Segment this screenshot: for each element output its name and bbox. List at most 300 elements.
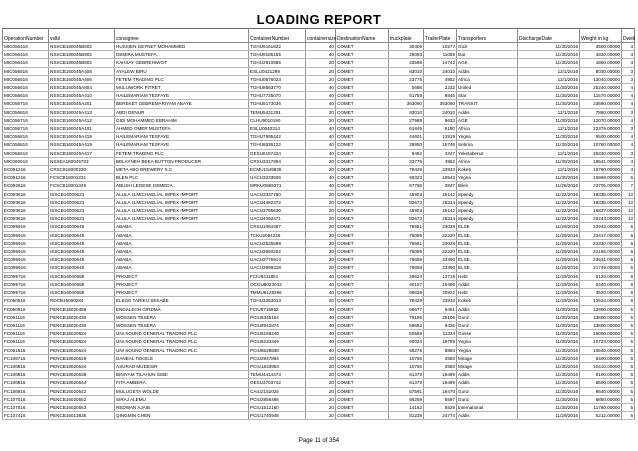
cell-weight: 6212.00000 [580, 412, 622, 420]
cell-weight: 9500.00000 [580, 133, 622, 141]
cell-container-size: 20 [306, 231, 336, 239]
cell-transporters: Addis [457, 67, 518, 75]
cell-truck-plate: 61845 [389, 125, 424, 133]
table-row [3, 231, 635, 239]
cell-operation-number: MIC056716 [3, 116, 49, 124]
cell-operation-number: FC061116 [3, 338, 49, 346]
cell-truck-plate: 76551 [389, 223, 424, 231]
cell-discharge-date: 11/29/2016 [518, 256, 580, 264]
cell-destination-name: COMET [336, 190, 389, 198]
table-row [3, 289, 635, 297]
cell-discharge-date: 11/30/2016 [518, 338, 580, 346]
table-row [3, 100, 635, 108]
cell-container-size: 40 [306, 338, 336, 346]
cell-operation-number: EC095916 [3, 223, 49, 231]
cell-vslbl: ISSCB16000645 [49, 248, 115, 256]
cell-consignee: ABDI DENUR [115, 108, 249, 116]
cell-vslbl: NSSCB160045A101 [49, 125, 115, 133]
table-header-row [3, 29, 635, 43]
cell-consignee: PROJECT [115, 272, 249, 280]
cell-operation-number: EC095716 [3, 280, 49, 288]
cell-dwell: 5 [622, 313, 635, 321]
header-weight: Weight in kg [580, 29, 622, 43]
cell-dwell: 4 [622, 133, 635, 141]
cell-container-number: PCIU8942874 [249, 321, 306, 329]
cell-container-number: TGHU2910985 [249, 59, 306, 67]
cell-transporters: Bilen [457, 182, 518, 190]
header-container-size: containersize [306, 29, 336, 43]
cell-discharge-date: 11/30/2016 [518, 305, 580, 313]
cell-weight: 23417.00000 [580, 231, 622, 239]
cell-trailer-plate: 6451 [424, 305, 457, 313]
table-row [3, 362, 635, 370]
cell-trailer-plate: 5529 [424, 403, 457, 411]
cell-discharge-date: 11/29/2016 [518, 280, 580, 288]
cell-operation-number: FC107416 [3, 412, 49, 420]
cell-transporters: Addis [457, 305, 518, 313]
cell-destination-name: COMET [336, 387, 389, 395]
cell-container-number: PCIU2947884 [249, 354, 306, 362]
cell-container-number: TGHU6161822 [249, 43, 306, 51]
cell-container-number: MRKU0669371 [249, 182, 306, 190]
cell-consignee: BELAYNEH BEKA BUTTON PRODUCER [115, 157, 249, 165]
cell-weight: 10410.00000 [580, 362, 622, 370]
cell-vslbl: ISSCB16000645 [49, 256, 115, 264]
cell-container-number: TGHU7725070 [249, 92, 306, 100]
cell-operation-number: FC107016 [3, 395, 49, 403]
cell-weight: 5125.00000 [580, 272, 622, 280]
cell-container-number: CLHU9010190 [249, 116, 306, 124]
cell-trailer-plate: 22230 [424, 248, 457, 256]
header-consignee: consignee [115, 29, 249, 43]
cell-discharge-date: 11/30/2016 [518, 43, 580, 51]
table-row [3, 84, 635, 92]
header-destination-name: DestinationName [336, 29, 389, 43]
cell-trailer-plate: 25106 [424, 313, 457, 321]
cell-trailer-plate: 22230 [424, 231, 457, 239]
cell-dwell: 5 [622, 362, 635, 370]
cell-trailer-plate: 10277 [424, 43, 457, 51]
cell-container-size: 40 [306, 289, 336, 297]
cell-dwell: 13 [622, 215, 635, 223]
cell-truck-plate: 82673 [389, 198, 424, 206]
header-discharge-date: DischargeDate [518, 29, 580, 43]
cell-vslbl: NSSCB160045B802 [49, 59, 115, 67]
cell-container-number: UACU3233506 [249, 174, 306, 182]
cell-destination-name: COMET [336, 239, 389, 247]
cell-weight: 8100.00000 [580, 371, 622, 379]
cell-operation-number: EC093616 [3, 215, 49, 223]
cell-destination-name: COMET [336, 321, 389, 329]
cell-consignee: WOSSEN TESERA [115, 321, 249, 329]
cell-consignee: ALULA G.MICHAEL/AL IMPEX IMPORT [115, 215, 249, 223]
cell-vslbl: PENCB16020534 [49, 362, 115, 370]
cell-container-size: 40 [306, 92, 336, 100]
cell-weight: 16827.00000 [580, 207, 622, 215]
cell-vslbl: FCSCB16001231 [49, 174, 115, 182]
cell-container-size: 20 [306, 387, 336, 395]
cell-dwell: 5 [622, 338, 635, 346]
cell-consignee: MULUGETA WOLDE [115, 387, 249, 395]
cell-operation-number: MIC060516 [3, 157, 49, 165]
cell-container-size: 20 [306, 256, 336, 264]
cell-operation-number: FC050916 [3, 305, 49, 313]
cell-dwell: 4 [622, 157, 635, 165]
cell-vslbl: PENCB16020529 [49, 354, 115, 362]
cell-dwell: 6 [622, 264, 635, 272]
header-operation-number: OperationNumber [3, 29, 49, 43]
cell-truck-plate: 23776 [389, 75, 424, 83]
cell-operation-number: MIC056516 [3, 67, 49, 75]
cell-trailer-plate: 11324 [424, 330, 457, 338]
cell-destination-name: COMET [336, 125, 389, 133]
cell-trailer-plate: 24010 [424, 108, 457, 116]
cell-vslbl: ISSCB16000658 [49, 272, 115, 280]
cell-container-number: PCIU8233349 [249, 338, 306, 346]
cell-operation-number: EC095716 [3, 272, 49, 280]
table-row [3, 239, 635, 247]
cell-destination-name: COMET [336, 223, 389, 231]
cell-truck-plate: 75095 [389, 248, 424, 256]
cell-weight: 22379.00000 [580, 125, 622, 133]
cell-consignee: META ABO BREWERY S.C [115, 166, 249, 174]
cell-destination-name: COMET [336, 289, 389, 297]
cell-container-size: 20 [306, 67, 336, 75]
cell-weight: 10540.00000 [580, 346, 622, 354]
cell-weight: 13800.00000 [580, 313, 622, 321]
cell-operation-number: EC095716 [3, 289, 49, 297]
cell-container-size: 20 [306, 379, 336, 387]
cell-destination-name: COMET [336, 133, 389, 141]
cell-vslbl: PENCB16020624 [49, 330, 115, 338]
cell-operation-number: MIC056716 [3, 125, 49, 133]
cell-destination-name: COMET [336, 84, 389, 92]
cell-container-number: PCIU8345164 [249, 313, 306, 321]
cell-discharge-date: 11/30/2016 [518, 51, 580, 59]
cell-operation-number: EC095916 [3, 264, 49, 272]
cell-operation-number: MIC056416 [3, 59, 49, 67]
cell-dwell: 3 [622, 125, 635, 133]
cell-container-size: 20 [306, 108, 336, 116]
cell-discharge-date: 12/1/2016 [518, 75, 580, 83]
header-truck-plate: truckplate [389, 29, 424, 43]
cell-discharge-date: 11/29/2016 [518, 248, 580, 256]
cell-truck-plate: 45903 [389, 207, 424, 215]
cell-vslbl: NSSCB160045A412 [49, 116, 115, 124]
table-row [3, 305, 635, 313]
cell-consignee: HAILEMARIAM TESFAYE [115, 92, 249, 100]
cell-vslbl: PENCB16020544 [49, 379, 115, 387]
cell-weight: 20244.00000 [580, 215, 622, 223]
cell-transporters: Gosse [457, 330, 518, 338]
cell-container-number: TGHU8683770 [249, 84, 306, 92]
cell-destination-name: COMET [336, 280, 389, 288]
cell-discharge-date: 11/29/2016 [518, 231, 580, 239]
cell-discharge-date: 12/1/2016 [518, 125, 580, 133]
cell-container-number: TGHU8036122 [249, 141, 306, 149]
cell-consignee: AYALEW BIRU [115, 67, 249, 75]
cell-transporters: ELSE [457, 239, 518, 247]
cell-operation-number: EC095916 [3, 231, 49, 239]
table-row [3, 198, 635, 206]
cell-truck-plate: 5668 [389, 84, 424, 92]
cell-weight: 22186.00000 [580, 248, 622, 256]
cell-container-number: CRSU1084487 [249, 223, 306, 231]
cell-consignee: ELEGE TARIKU SESABE [115, 297, 249, 305]
cell-weight: 1860.00000 [580, 59, 622, 67]
cell-trailer-plate: 3583 [424, 362, 457, 370]
cell-weight: 12070.00000 [580, 116, 622, 124]
table-row [3, 207, 635, 215]
cell-transporters: Kokeb [457, 297, 518, 305]
table-row [3, 174, 635, 182]
cell-operation-number: EC091216 [3, 166, 49, 174]
cell-transporters: Gunz [457, 387, 518, 395]
cell-transporters: ELSE [457, 256, 518, 264]
cell-truck-plate: 43598 [389, 59, 424, 67]
cell-consignee: ASURAD MUDESIR [115, 362, 249, 370]
cell-dwell: 3 [622, 149, 635, 157]
cell-destination-name: COMET [336, 157, 389, 165]
cell-dwell: 6 [622, 256, 635, 264]
cell-container-size: 20 [306, 198, 336, 206]
cell-trailer-plate: 5597 [424, 395, 457, 403]
cell-truck-plate: 26093 [389, 51, 424, 59]
cell-consignee: BEREKET GEBREMARIYAM ABAYE [115, 100, 249, 108]
cell-discharge-date: 11/30/2016 [518, 116, 580, 124]
cell-operation-number: MIC056616 [3, 92, 49, 100]
cell-consignee: UNI SOUND GENERAL TRADING PLC [115, 338, 249, 346]
cell-dwell: 5 [622, 321, 635, 329]
cell-consignee: UNI SOUND GENERAL TRADING PLC [115, 330, 249, 338]
cell-truck-plate: 69638 [389, 289, 424, 297]
cell-destination-name: COMET [336, 354, 389, 362]
cell-dwell: 13 [622, 190, 635, 198]
cell-consignee: ABABA, [115, 231, 249, 239]
cell-consignee: ABABA, [115, 223, 249, 231]
cell-truck-plate: 82673 [389, 215, 424, 223]
cell-truck-plate: 76658 [389, 256, 424, 264]
cell-transporters: Gozi [457, 43, 518, 51]
cell-discharge-date: 11/29/2016 [518, 264, 580, 272]
cell-container-size: 20 [306, 371, 336, 379]
cell-dwell: 6 [622, 248, 635, 256]
cell-discharge-date: 11/30/2016 [518, 346, 580, 354]
cell-operation-number: FC106716 [3, 354, 49, 362]
cell-operation-number: EC095916 [3, 248, 49, 256]
cell-consignee: ENDALECH GIRDMA [115, 305, 249, 313]
cell-container-size: 20 [306, 207, 336, 215]
cell-trailer-plate: 23028 [424, 239, 457, 247]
cell-weight: 8400.00000 [580, 354, 622, 362]
cell-weight: 13534.00000 [580, 297, 622, 305]
cell-truck-plate: 78429 [389, 297, 424, 305]
cell-truck-plate: 9452 [389, 149, 424, 157]
cell-dwell: 5 [622, 379, 635, 387]
cell-transporters: Gunz [457, 313, 518, 321]
cell-dwell: 5 [622, 395, 635, 403]
cell-container-number: UACU3775914 [249, 256, 306, 264]
cell-dwell: 6 [622, 223, 635, 231]
cell-destination-name: COMET [336, 92, 389, 100]
cell-consignee: BINIYAM TILAHUN GEBI [115, 371, 249, 379]
cell-container-size: 20 [306, 166, 336, 174]
cell-weight: 10724.00000 [580, 338, 622, 346]
cell-discharge-date: 11/30/2016 [518, 354, 580, 362]
cell-weight: 10760.00000 [580, 141, 622, 149]
cell-dwell: 6 [622, 412, 635, 420]
report-title: LOADING REPORT [256, 12, 382, 27]
cell-operation-number: EC093616 [3, 190, 49, 198]
cell-container-size: 40 [306, 313, 336, 321]
cell-trailer-plate: 15746 [424, 141, 457, 149]
cell-discharge-date: 11/22/2016 [518, 207, 580, 215]
cell-trailer-plate: 14742 [424, 59, 457, 67]
cell-container-size: 40 [306, 100, 336, 108]
cell-consignee: ABABA, [115, 248, 249, 256]
cell-trailer-plate: 20922 [424, 289, 457, 297]
cell-container-number: TGHU7695442 [249, 133, 306, 141]
cell-transporters: Hebr [457, 289, 518, 297]
cell-weight: 8030.00000 [580, 67, 622, 75]
cell-container-number: UACU3999318 [249, 264, 306, 272]
cell-trailer-plate: 13919 [424, 133, 457, 141]
cell-weight: 4500.00000 [580, 43, 622, 51]
table-row [3, 248, 635, 256]
cell-dwell: 5 [622, 354, 635, 362]
table-row [3, 108, 635, 116]
cell-discharge-date: 11/29/2016 [518, 239, 580, 247]
table-row [3, 67, 635, 75]
cell-transporters: Addis [457, 280, 518, 288]
cell-vslbl: NSSCB160045A413 [49, 108, 115, 116]
cell-transporters: ELSE [457, 231, 518, 239]
cell-transporters: ELSE [457, 248, 518, 256]
cell-transporters: Addis [457, 108, 518, 116]
cell-vslbl: NSSCB160045B902 [49, 51, 115, 59]
cell-vslbl: NSSCB160045A417 [49, 149, 115, 157]
cell-truck-plate: 30406 [389, 43, 424, 51]
cell-consignee: GIDI MOHAMMED EBRAHIM [115, 116, 249, 124]
cell-weight: 18780.00000 [580, 166, 622, 174]
cell-operation-number: MIC056816 [3, 133, 49, 141]
cell-consignee: DANEAL TEKELE [115, 354, 249, 362]
cell-vslbl: ISSCB16000623 [49, 198, 115, 206]
cell-weight: 3520.00000 [580, 289, 622, 297]
cell-destination-name: COMET [336, 182, 389, 190]
cell-vslbl: NSSCB160045A201 [49, 100, 115, 108]
cell-destination-name: COMET [336, 116, 389, 124]
cell-destination-name: COMET [336, 100, 389, 108]
table-row [3, 371, 635, 379]
cell-operation-number: EC093616 [3, 207, 49, 215]
cell-discharge-date: 11/29/2016 [518, 289, 580, 297]
cell-dwell: 3 [622, 75, 635, 83]
cell-truck-plate: 61379 [389, 371, 424, 379]
cell-container-number: FCIU9411851 [249, 272, 306, 280]
cell-container-size: 40 [306, 182, 336, 190]
cell-destination-name: COMET [336, 272, 389, 280]
table-row [3, 354, 635, 362]
cell-consignee: PROJECT [115, 280, 249, 288]
cell-destination-name: COMET [336, 362, 389, 370]
cell-discharge-date: 12/1/2016 [518, 67, 580, 75]
cell-dwell: 3 [622, 108, 635, 116]
cell-discharge-date: 11/30/2016 [518, 330, 580, 338]
cell-trailer-plate: 18499 [424, 379, 457, 387]
header-trailer-plate: TrailerPlate [424, 29, 457, 43]
cell-truck-plate: 75095 [389, 231, 424, 239]
cell-consignee: FETEM TRADING PLC [115, 75, 249, 83]
cell-container-number: ECMU1549836 [249, 166, 306, 174]
cell-transporters: ELSE [457, 223, 518, 231]
cell-transporters: Addis [457, 379, 518, 387]
cell-consignee: ALULA G.MICHAEL/AL IMPEX IMPORT [115, 190, 249, 198]
cell-container-number: TGHU8173036 [249, 100, 306, 108]
cell-operation-number: MIC056816 [3, 108, 49, 116]
header-container-number: ContainerNumber [249, 29, 306, 43]
cell-weight: 23705.00000 [580, 182, 622, 190]
cell-truck-plate: 14162 [389, 403, 424, 411]
table-row [3, 395, 635, 403]
cell-dwell: 4 [622, 141, 635, 149]
table-row [3, 157, 635, 165]
cell-container-size: 40 [306, 84, 336, 92]
cell-vslbl: NSSCB160045A804 [49, 84, 115, 92]
cell-truck-plate: 78429 [389, 166, 424, 174]
cell-dwell: 6 [622, 297, 635, 305]
cell-transporters: International [457, 403, 518, 411]
cell-consignee: FITA AMBERA [115, 379, 249, 387]
cell-destination-name: COMET [336, 248, 389, 256]
cell-discharge-date: 11/22/2016 [518, 190, 580, 198]
cell-vslbl: NSSEA160045703 [49, 157, 115, 165]
cell-trailer-plate: 6633 [424, 116, 457, 124]
cell-container-number: TGHU9185155 [249, 51, 306, 59]
cell-destination-name: COMET [336, 75, 389, 83]
table-row [3, 51, 635, 59]
cell-container-number: TGHU0676023 [249, 75, 306, 83]
cell-dwell: 6 [622, 289, 635, 297]
cell-vslbl: ISSCB16000645 [49, 264, 115, 272]
cell-truck-plate: 79195 [389, 313, 424, 321]
cell-transporters: AGK [457, 59, 518, 67]
cell-discharge-date: 11/30/2016 [518, 100, 580, 108]
cell-destination-name: COMET [336, 59, 389, 67]
cell-dwell: 4 [622, 116, 635, 124]
cell-destination-name: COMET [336, 51, 389, 59]
cell-container-size: 40 [306, 174, 336, 182]
cell-transporters: Yeketabenut [457, 149, 518, 157]
cell-vslbl: NSSCB160045A419 [49, 133, 115, 141]
cell-consignee: PROJECT [115, 289, 249, 297]
cell-weight: 11780.00000 [580, 403, 622, 411]
table-row [3, 92, 635, 100]
cell-dwell: 13 [622, 207, 635, 215]
cell-discharge-date: 11/30/2016 [518, 379, 580, 387]
cell-container-number: TGHU3353013 [249, 297, 306, 305]
cell-weight: 11570.00000 [580, 92, 622, 100]
cell-transporters: Africa [457, 157, 518, 165]
cell-discharge-date: 11/30/2016 [518, 395, 580, 403]
cell-discharge-date: 11/30/2016 [518, 387, 580, 395]
cell-dwell: 5 [622, 403, 635, 411]
cell-vslbl: PENCB16020488 [49, 305, 115, 313]
cell-discharge-date: 11/22/2016 [518, 215, 580, 223]
cell-transporters: Mirage [457, 354, 518, 362]
cell-consignee: HUSSIEN GETNET MOHAMMED [115, 43, 249, 51]
cell-transporters: Dar [457, 51, 518, 59]
